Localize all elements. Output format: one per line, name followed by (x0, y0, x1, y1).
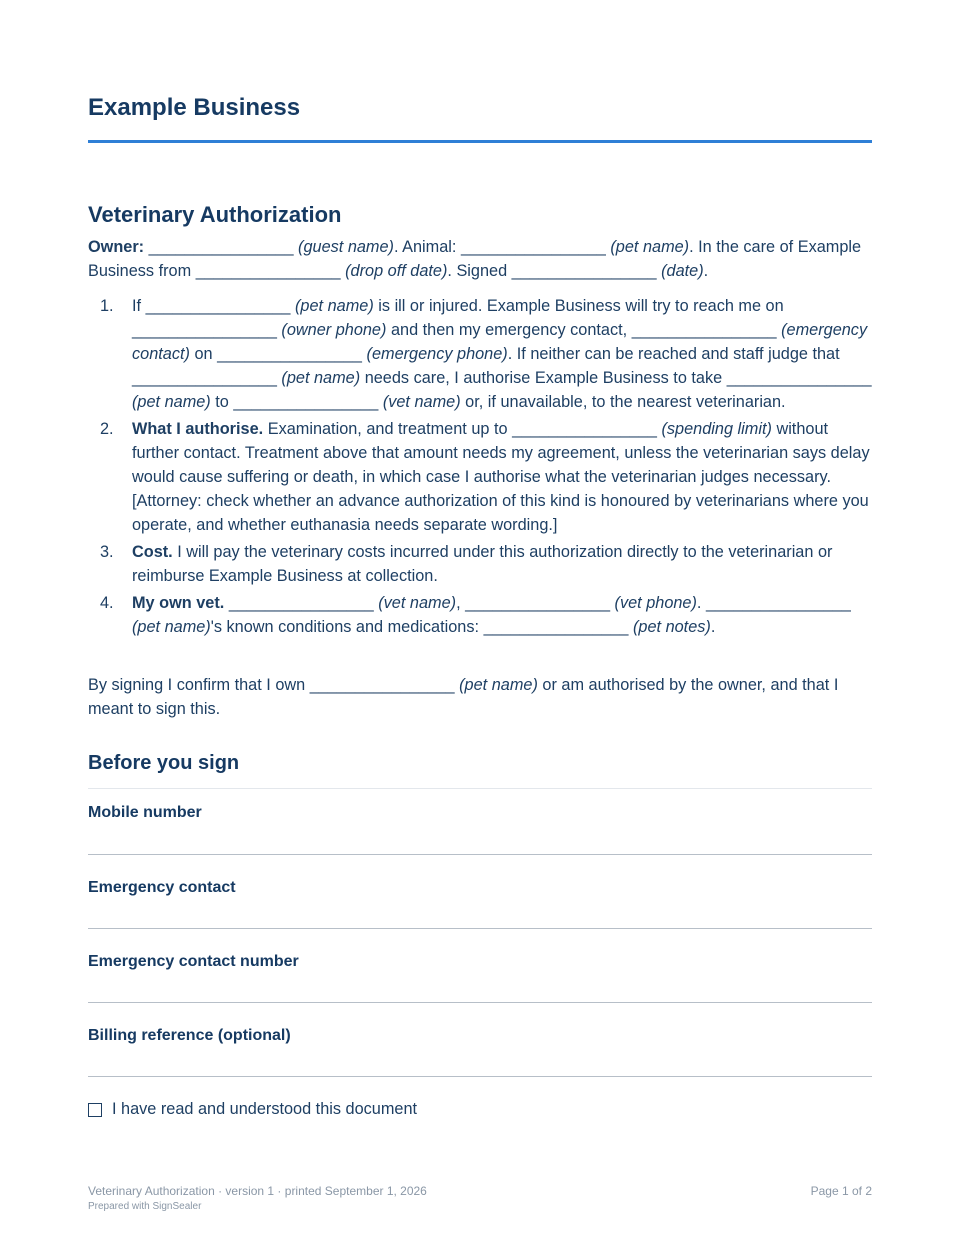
footer-prepared-with: Prepared with SignSealer (88, 1201, 202, 1212)
blank-line: ________________ (228, 594, 374, 612)
owner-para-end: . (703, 262, 709, 280)
clause-2 (88, 417, 872, 537)
placeholder-hint: (vet name) (378, 594, 457, 612)
clause-list (88, 294, 872, 642)
blank-line: ________________ (195, 262, 341, 280)
clause-number: 4. (100, 594, 114, 612)
field-underline (88, 928, 872, 929)
placeholder-hint: (pet name) (132, 618, 211, 636)
guest-name-hint: (guest name) (298, 238, 394, 256)
clause-number: 2. (100, 420, 114, 438)
blank-line: ________________ (148, 238, 294, 256)
placeholder-hint: (pet notes) (632, 618, 711, 636)
owner-paragraph (88, 235, 872, 283)
placeholder-hint: (emergency contact) (132, 321, 868, 363)
clause-lead: What I authorise. (132, 420, 264, 438)
emergency-contact-field[interactable] (88, 879, 872, 929)
placeholder-hint: (owner phone) (281, 321, 387, 339)
field-underline (88, 1002, 872, 1003)
business-name: Example Business (88, 94, 301, 121)
clause-text: 's known conditions and medications: (210, 618, 480, 636)
clause-1 (88, 294, 872, 414)
clause-text: I will pay the veterinary costs incurred under this authorization directly to the veterinarian or reimburse Example Business at collection. (132, 543, 833, 585)
footer-page-number: Page 1 of 2 (810, 1184, 872, 1198)
blank-line: ________________ (460, 238, 606, 256)
placeholder-hint: (pet name) (281, 369, 361, 387)
placeholder-hint: (vet phone) (614, 594, 697, 612)
date-hint: (date) (661, 262, 704, 280)
clause-text: . (710, 618, 716, 636)
blank-line: ________________ (132, 369, 277, 387)
placeholder-hint: (spending limit) (661, 420, 772, 438)
care-text: . In the care of Example Business from (88, 238, 862, 280)
clause-4 (88, 591, 872, 639)
blank-line: ________________ (132, 321, 277, 339)
clause-text: Examination, and treatment up to (267, 420, 508, 438)
clause-text: and then my emergency contact, (390, 321, 628, 339)
blank-line: ________________ (512, 420, 657, 438)
acknowledge-row[interactable] (88, 1100, 417, 1119)
field-label: Mobile number (88, 804, 202, 821)
field-label: Emergency contact number (88, 953, 299, 970)
field-label: Billing reference (optional) (88, 1027, 291, 1044)
blank-line: ________________ (465, 594, 611, 612)
blank-line: ________________ (705, 594, 851, 612)
blank-line: ________________ (631, 321, 777, 339)
placeholder-hint: (emergency phone) (366, 345, 508, 363)
clause-text: . If neither can be reached and staff judge that (507, 345, 840, 363)
emergency-contact-number-field[interactable] (88, 953, 872, 1003)
placeholder-hint: (vet name) (382, 393, 461, 411)
acknowledge-checkbox[interactable] (88, 1103, 102, 1117)
clause-text: without further contact. Treatment above that amount needs my agreement, unless the veterinarian says delay would cause suffering or death, in which case I authorise what the veterinarian judges necessary. [Attorney: check whether an advance authorization of this kind is honoured by veterinarians where you operate, and whether euthanasia needs separate wording.] (132, 420, 870, 534)
clause-text: is ill or injured. Example Business will try to reach me on (378, 297, 784, 315)
field-underline (88, 854, 872, 855)
before-you-sign-heading: Before you sign (88, 752, 240, 774)
billing-reference-field[interactable] (88, 1027, 872, 1077)
clause-lead: My own vet. (132, 594, 225, 612)
document-title: Veterinary Authorization (88, 202, 342, 227)
mobile-number-field[interactable] (88, 804, 872, 855)
blank-line: ________________ (483, 618, 629, 636)
blank-line: ________________ (145, 297, 291, 315)
blank-line: ________________ (233, 393, 379, 411)
clause-text: on (194, 345, 213, 363)
signed-text: . Signed (447, 262, 508, 280)
acknowledge-label: I have read and understood this document (112, 1100, 418, 1118)
owner-label: Owner: (88, 238, 145, 256)
clause-number: 3. (100, 543, 114, 561)
clause-text: . (696, 594, 702, 612)
clause-text: to (215, 393, 229, 411)
placeholder-hint: (pet name) (132, 393, 211, 411)
field-underline (88, 1076, 872, 1077)
field-label: Emergency contact (88, 879, 236, 896)
blank-line: ________________ (217, 345, 362, 363)
blank-line: ________________ (511, 262, 657, 280)
confirm-text: By signing I confirm that I own (88, 676, 306, 694)
blank-line: ________________ (309, 676, 455, 694)
placeholder-hint: (pet name) (295, 297, 374, 315)
confirmation-paragraph (88, 673, 872, 721)
clause-text: , (456, 594, 461, 612)
section-divider (88, 788, 872, 789)
dropoff-date-hint: (drop off date) (345, 262, 448, 280)
header-rule (88, 140, 872, 143)
clause-text: If (132, 297, 142, 315)
clause-number: 1. (100, 297, 114, 315)
pet-name-hint: (pet name) (610, 238, 690, 256)
blank-line: ________________ (726, 369, 872, 387)
clause-text: or, if unavailable, to the nearest veterinarian. (465, 393, 786, 411)
clause-text: needs care, I authorise Example Business to take (364, 369, 723, 387)
clause-3 (88, 540, 872, 588)
clause-lead: Cost. (132, 543, 173, 561)
placeholder-hint: (pet name) (459, 676, 538, 694)
footer-version: Veterinary Authorization · version 1 · printed September 1, 2026 (88, 1184, 427, 1198)
confirm-text: or am authorised by the owner, and that I meant to sign this. (88, 676, 839, 718)
animal-text: . Animal: (393, 238, 457, 256)
